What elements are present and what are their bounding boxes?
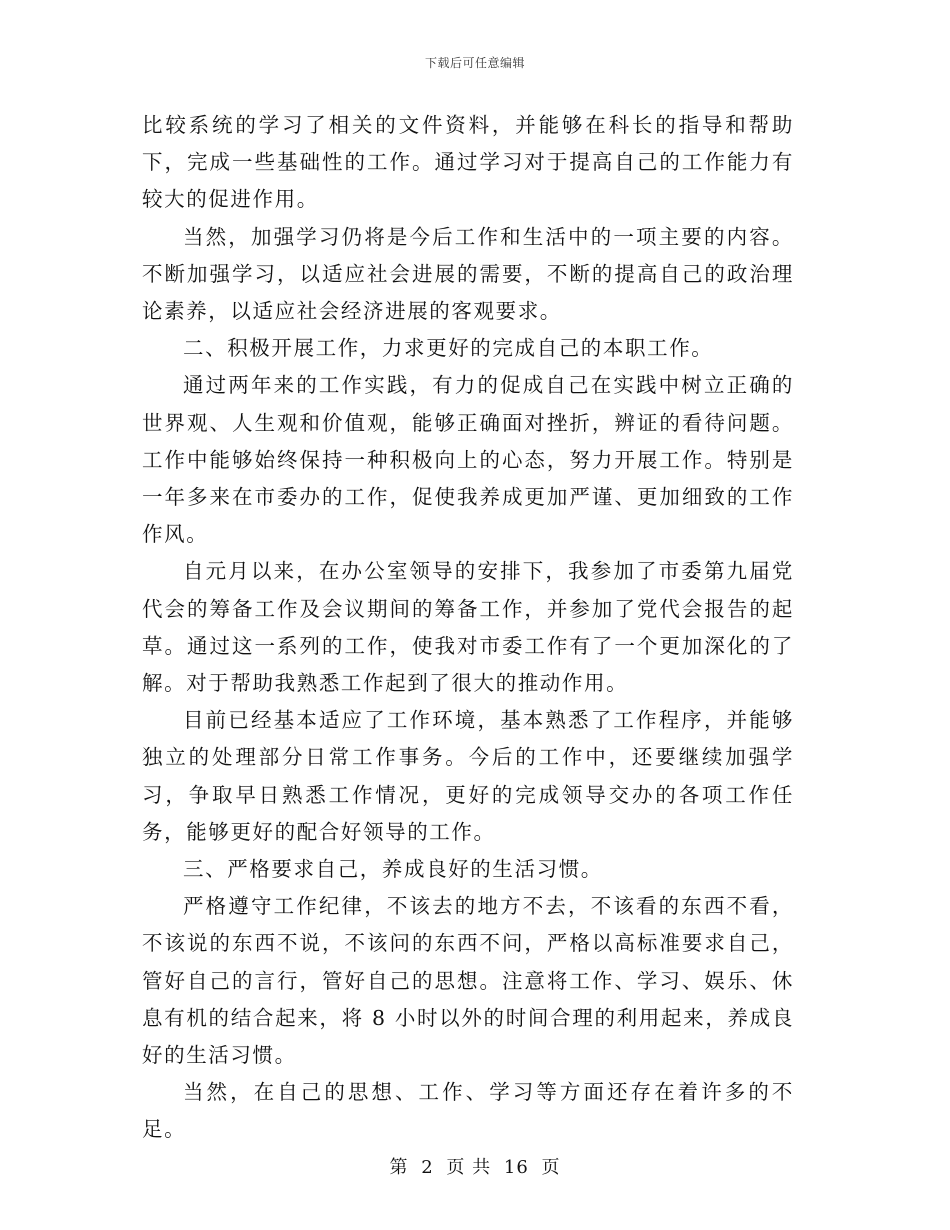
paragraph: 当然，在自己的思想、工作、学习等方面还存在着许多的不足。 — [142, 1080, 794, 1142]
paragraph: 自元月以来，在办公室领导的安排下，我参加了市委第九届党代会的筹备工作及会议期间的筹备工作，并参加了党代会报告的起草。通过这一系列的工作，使我对市委工作有了一个更加深化的了解。对于帮助我熟悉工作起到了很大的推动作用。 — [142, 559, 794, 696]
current-page-number: 2 — [421, 1157, 434, 1178]
paragraph: 比较系统的学习了相关的文件资料，并能够在科长的指导和帮助下，完成一些基础性的工作。通过学习对于提高自己的工作能力有较大的促进作用。 — [142, 113, 794, 212]
paragraph: 目前已经基本适应了工作环境，基本熟悉了工作程序，并能够独立的处理部分日常工作事务。今后的工作中，还要继续加强学习，争取早日熟悉工作情况，更好的完成领导交办的各项工作任务，能够更好的配合好领导的工作。 — [142, 708, 794, 844]
section-heading: 三、严格要求自己，养成良好的生活习惯。 — [183, 857, 603, 882]
page-header: 下载后可任意编辑 — [424, 56, 525, 70]
section-heading: 二、积极开展工作，力求更好的完成自己的本职工作。 — [183, 336, 714, 361]
page-number-prefix: 第 — [389, 1157, 409, 1178]
page-number-suffix: 页 — [541, 1157, 561, 1178]
total-page-count: 16 — [503, 1157, 529, 1178]
paragraph: 当然，加强学习仍将是今后工作和生活中的一项主要的内容。不断加强学习，以适应社会进展的需要，不断的提高自己的政治理论素养，以适应社会经济进展的客观要求。 — [142, 224, 794, 324]
document-body — [142, 107, 794, 1149]
page-footer — [0, 1153, 950, 1179]
page-number-middle: 页 共 — [446, 1157, 492, 1178]
paragraph: 通过两年来的工作实践，有力的促成自己在实践中树立正确的世界观、人生观和价值观，能够正确面对挫折，辨证的看待问题。工作中能够始终保持一种积极向上的心态，努力开展工作。特别是一年多来在市委办的工作，促使我养成更加严谨、更加细致的工作作风。 — [142, 373, 794, 547]
paragraph: 严格遵守工作纪律，不该去的地方不去，不该看的东西不看，不该说的东西不说，不该问的东西不问，严格以高标准要求自己，管好自己的言行，管好自己的思想。注意将工作、学习、娱乐、休息有机的结合起来，将 8 小时以外的时间合理的利用起来，养成良好的生活习惯。 — [142, 894, 794, 1068]
